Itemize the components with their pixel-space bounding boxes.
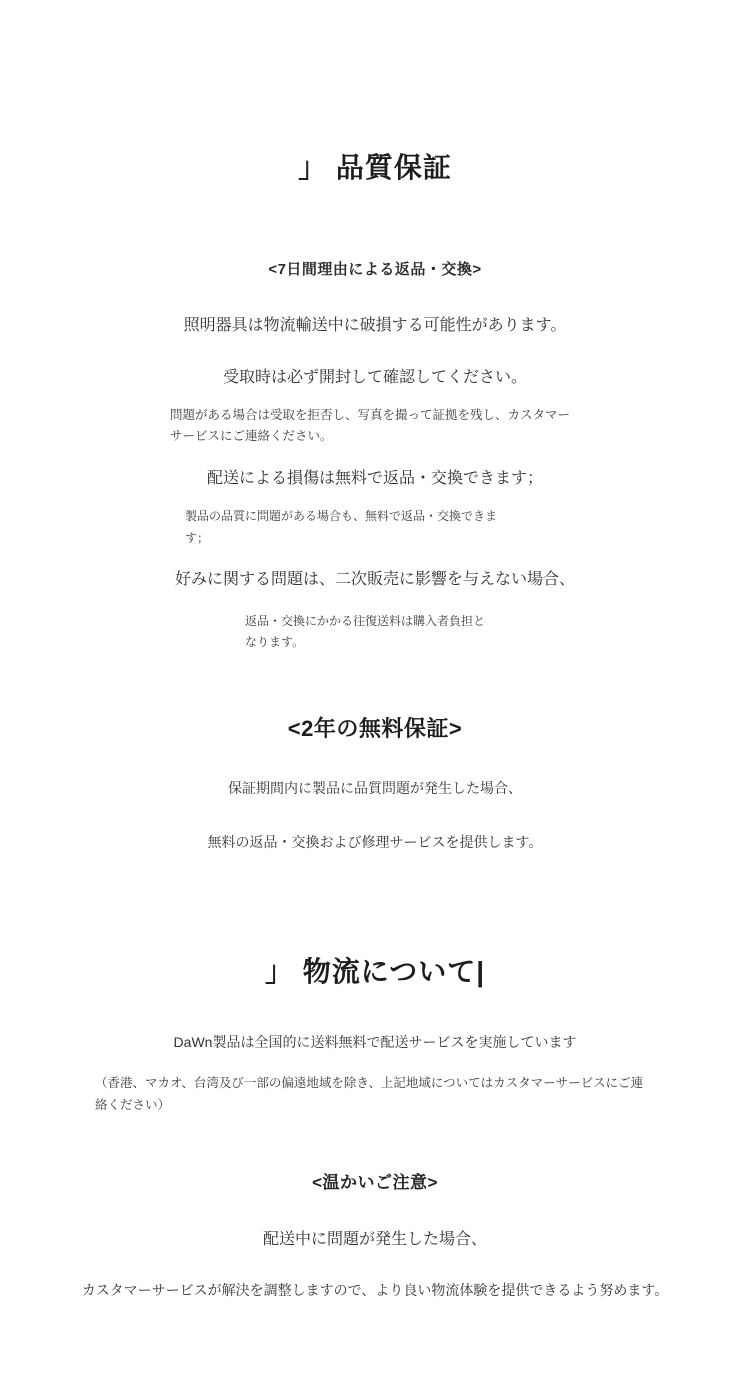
logistics-line-1: DaWn製品は全国的に送料無料で配送サービスを実施しています	[173, 1033, 577, 1050]
notice-line-2: カスタマーサービスが解決を調整しますので、より良い物流体験を提供できるよう努めます。	[81, 1282, 669, 1299]
spacer	[0, 391, 750, 405]
spacer	[0, 448, 750, 466]
quality-line-4: 配送による損傷は無料で返品・交換できます；	[206, 470, 543, 488]
quality-guarantee-title: 」 品質保証	[298, 152, 452, 183]
warranty-heading: <2年の無料保証>	[287, 715, 463, 741]
quality-line-2: 受取時は必ず開封して確認してください。	[222, 368, 527, 386]
logistics-title: 」 物流について|	[264, 956, 486, 988]
spacer	[0, 854, 750, 954]
quality-line-7: 返品・交換にかかる往復送料は購入者負担となります。	[245, 613, 486, 650]
spacer	[0, 339, 750, 365]
quality-line-1: 照明器具は物流輸送中に破損する可能性があります。	[183, 317, 567, 335]
spacer	[0, 991, 750, 1031]
spacer	[0, 801, 750, 831]
spacer-bottom	[0, 1303, 750, 1373]
logistics-line-2: （香港、マカオ、台湾及び一部の偏遠地域を除き、上記地域についてはカスタマーサービスにご連絡ください）	[95, 1075, 644, 1112]
spacer	[0, 1253, 750, 1279]
spacer	[0, 186, 750, 258]
warranty-line-1: 保証期間内に製品に品質問題が発生した場合、	[228, 779, 522, 796]
spacer	[0, 743, 750, 777]
spacer-top	[0, 0, 750, 150]
spacer	[0, 492, 750, 506]
spacer	[0, 1116, 750, 1168]
spacer	[0, 549, 750, 567]
quality-line-6: 好みに関する問題は、二次販売に影響を与えない場合、	[174, 571, 575, 589]
notice-heading: <温かいご注意>	[312, 1173, 438, 1193]
notice-line-1: 配送中に問題が発生した場合、	[262, 1231, 487, 1249]
spacer	[0, 593, 750, 611]
warranty-line-2: 無料の返品・交換および修理サービスを提供します。	[207, 833, 543, 850]
spacer	[0, 1193, 750, 1227]
quality-line-3: 問題がある場合は受取を拒否し、写真を撮って証拠を残し、カスタマーサービスにご連絡ください。	[170, 407, 571, 444]
quality-line-5: 製品の品質に問題がある場合も、無料で返品・交換できます；	[185, 508, 498, 545]
spacer	[0, 279, 750, 313]
return-policy-heading: <7日間理由による返品・交換>	[268, 261, 482, 279]
spacer	[0, 654, 750, 712]
spacer	[0, 1055, 750, 1073]
